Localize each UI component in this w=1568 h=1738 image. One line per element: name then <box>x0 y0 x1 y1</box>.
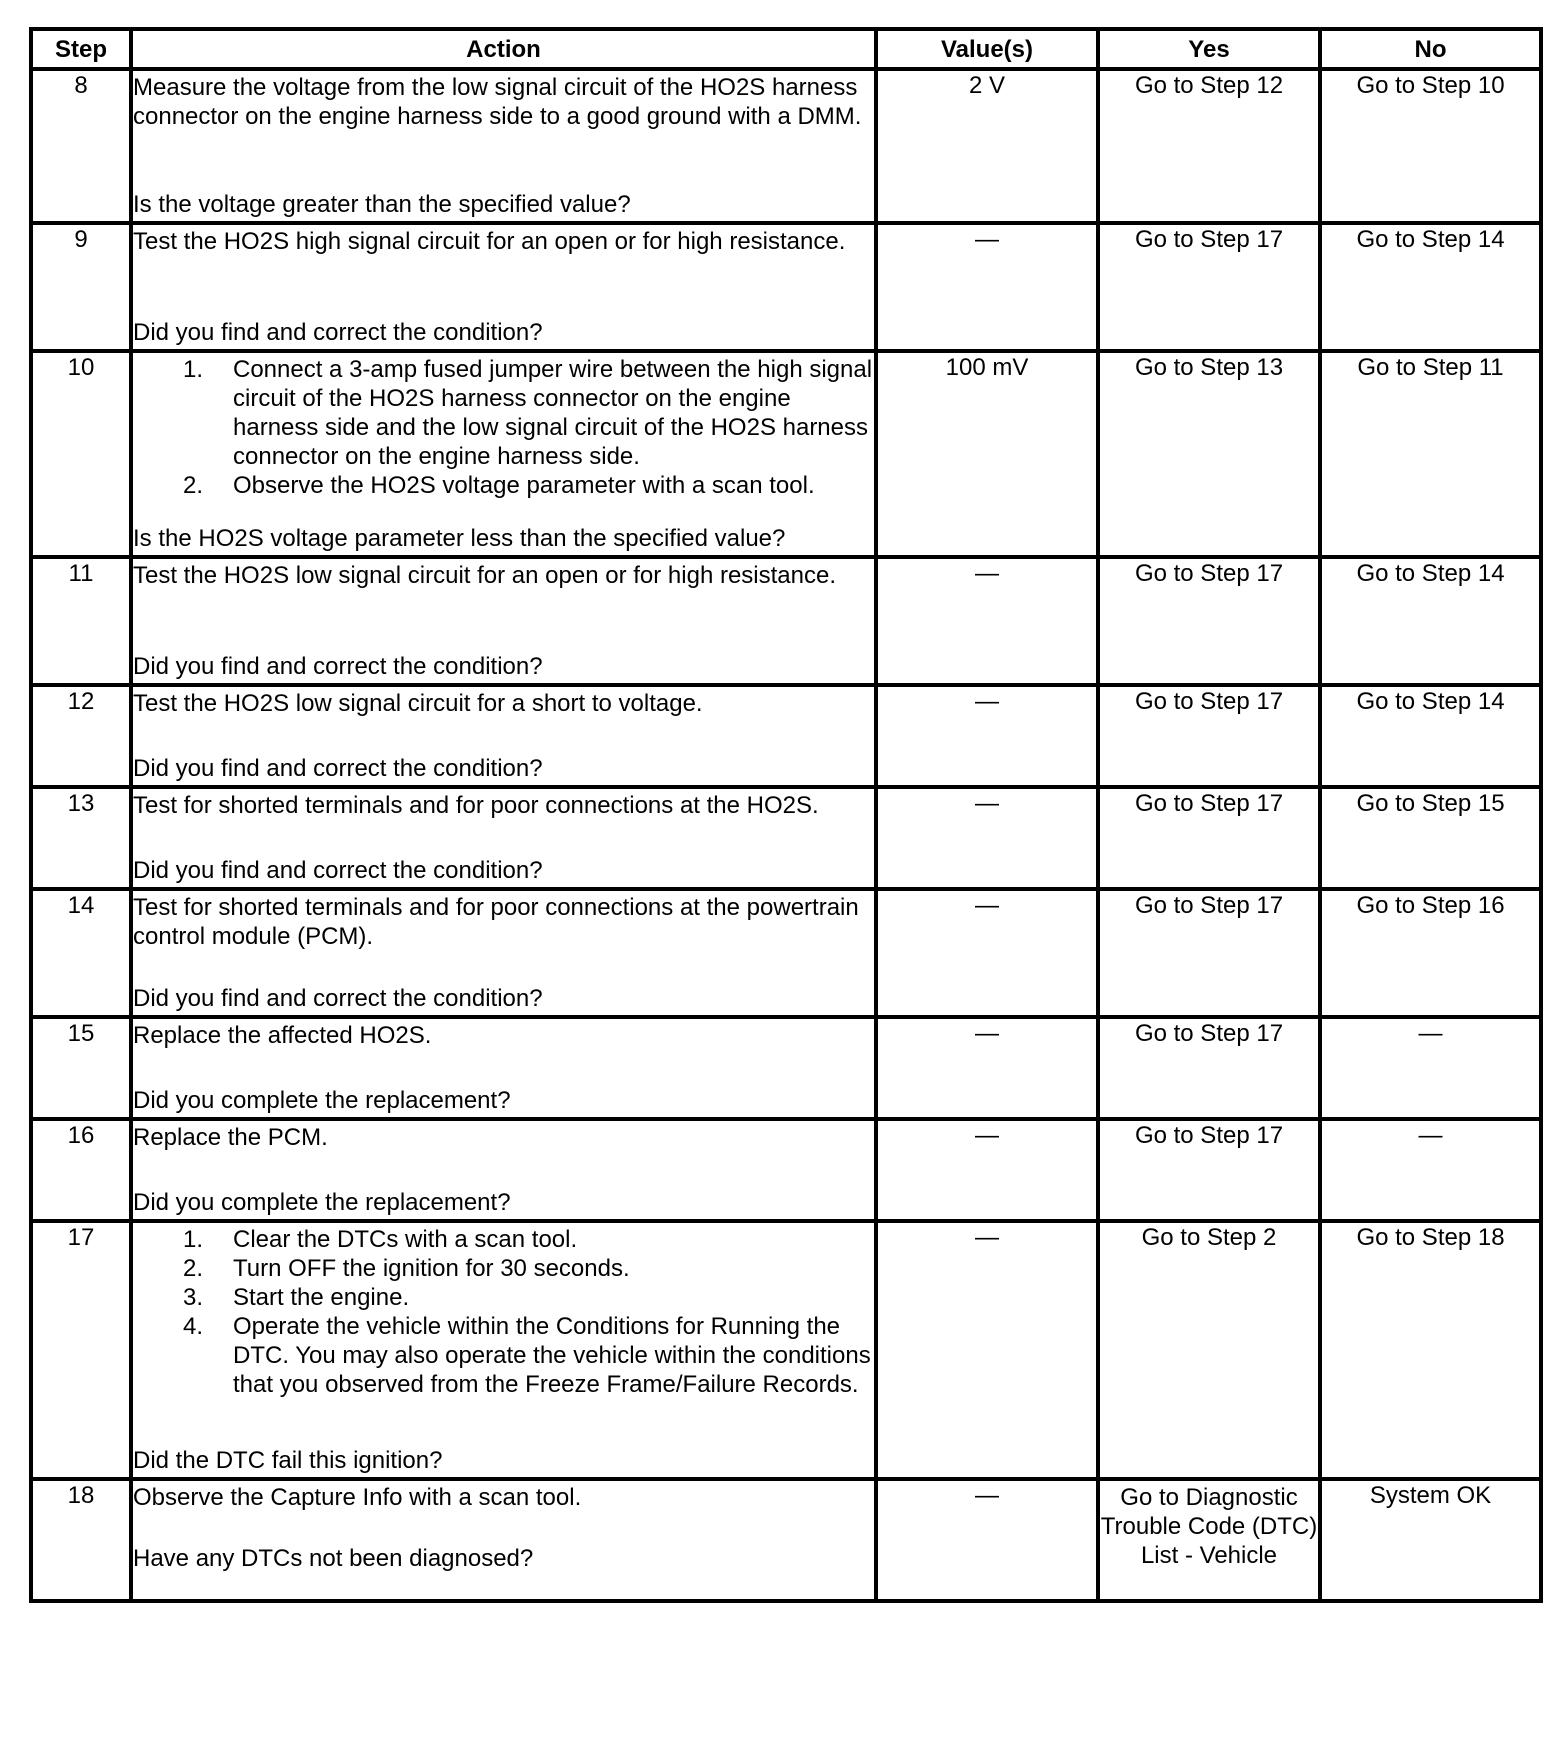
action-question: Did the DTC fail this ignition? <box>133 1447 443 1474</box>
action-text: Replace the PCM. <box>133 1124 328 1151</box>
step-number: 9 <box>31 223 131 351</box>
yes-cell: Go to Step 17 <box>1098 889 1320 1017</box>
value-cell: — <box>876 1221 1098 1479</box>
table-row <box>31 889 1541 1017</box>
no-cell: Go to Step 16 <box>1320 889 1541 1017</box>
table-row <box>31 685 1541 787</box>
action-question: Did you find and correct the condition? <box>133 985 543 1012</box>
header-no: No <box>1320 29 1541 69</box>
action-cell <box>131 69 876 223</box>
yes-cell: Go to Step 13 <box>1098 351 1320 557</box>
yes-cell: Go to Step 17 <box>1098 787 1320 889</box>
diagnostic-table <box>29 27 1543 1603</box>
action-cell <box>131 1479 876 1601</box>
value-cell: — <box>876 1017 1098 1119</box>
step-number: 16 <box>31 1119 131 1221</box>
table-row <box>31 1017 1541 1119</box>
action-cell <box>131 557 876 685</box>
header-yes: Yes <box>1098 29 1320 69</box>
action-cell <box>131 787 876 889</box>
action-question: Did you find and correct the condition? <box>133 319 543 346</box>
yes-cell: Go to Step 17 <box>1098 685 1320 787</box>
step-number: 11 <box>31 557 131 685</box>
action-steps-list <box>133 1225 874 1399</box>
action-question: Did you find and correct the condition? <box>133 653 543 680</box>
no-cell: Go to Step 14 <box>1320 223 1541 351</box>
list-item: 2. Observe the HO2S voltage parameter with a scan tool. <box>183 472 815 499</box>
action-question: Is the voltage greater than the specified value? <box>133 191 631 218</box>
action-cell <box>131 1119 876 1221</box>
action-text: Test the HO2S low signal circuit for a short to voltage. <box>133 690 703 717</box>
action-text: Replace the affected HO2S. <box>133 1022 432 1049</box>
action-cell <box>131 223 876 351</box>
step-number: 13 <box>31 787 131 889</box>
action-text: Test for shorted terminals and for poor connections at the powertrain control module (PCM). <box>133 894 859 950</box>
step-number: 17 <box>31 1221 131 1479</box>
action-question: Have any DTCs not been diagnosed? <box>133 1545 534 1572</box>
no-cell: Go to Step 15 <box>1320 787 1541 889</box>
no-cell: Go to Step 11 <box>1320 351 1541 557</box>
step-number: 12 <box>31 685 131 787</box>
yes-cell: Go to Step 17 <box>1098 1119 1320 1221</box>
yes-cell: Go to Step 17 <box>1098 557 1320 685</box>
value-cell: — <box>876 557 1098 685</box>
header-values: Value(s) <box>876 29 1098 69</box>
value-cell: — <box>876 685 1098 787</box>
action-cell <box>131 889 876 1017</box>
header-action: Action <box>131 29 876 69</box>
value-cell: — <box>876 889 1098 1017</box>
yes-link-text: Go to Diagnostic Trouble Code (DTC) List - Vehicle <box>1100 1484 1318 1569</box>
no-cell: Go to Step 10 <box>1320 69 1541 223</box>
no-cell: Go to Step 18 <box>1320 1221 1541 1479</box>
list-item: 2. Turn OFF the ignition for 30 seconds. <box>183 1255 630 1282</box>
action-question: Is the HO2S voltage parameter less than the specified value? <box>133 525 786 552</box>
table-row <box>31 1221 1541 1479</box>
header-row <box>31 29 1541 69</box>
action-text: Measure the voltage from the low signal circuit of the HO2S harness connector on the engine harness side to a good ground with a DMM. <box>133 74 862 130</box>
table-row <box>31 787 1541 889</box>
value-cell: — <box>876 787 1098 889</box>
action-text: Test for shorted terminals and for poor connections at the HO2S. <box>133 792 819 819</box>
action-text: Test the HO2S low signal circuit for an open or for high resistance. <box>133 562 837 589</box>
yes-cell: Go to Step 2 <box>1098 1221 1320 1479</box>
table-row <box>31 351 1541 557</box>
step-number: 8 <box>31 69 131 223</box>
value-cell: 100 mV <box>876 351 1098 557</box>
list-item: 1. Connect a 3-amp fused jumper wire between the high signal circuit of the HO2S harness connector on the engine harness side and the low signal circuit of the HO2S harness connector on the engine harness side. <box>183 356 873 470</box>
value-cell: — <box>876 1119 1098 1221</box>
yes-cell <box>1098 1479 1320 1601</box>
action-cell <box>131 685 876 787</box>
table-row <box>31 1119 1541 1221</box>
step-number: 14 <box>31 889 131 1017</box>
step-number: 10 <box>31 351 131 557</box>
table-row <box>31 69 1541 223</box>
table-row <box>31 557 1541 685</box>
action-question: Did you complete the replacement? <box>133 1087 511 1114</box>
list-item: 1. Clear the DTCs with a scan tool. <box>183 1226 578 1253</box>
list-item: 4. Operate the vehicle within the Conditions for Running the DTC. You may also operate the vehicle within the conditions that you observed from the Freeze Frame/Failure Records. <box>183 1313 871 1398</box>
no-cell: System OK <box>1320 1479 1541 1601</box>
yes-cell: Go to Step 17 <box>1098 1017 1320 1119</box>
no-cell: — <box>1320 1017 1541 1119</box>
value-cell: — <box>876 223 1098 351</box>
value-cell: 2 V <box>876 69 1098 223</box>
action-text: Observe the Capture Info with a scan tool. <box>133 1484 582 1511</box>
table-row <box>31 1479 1541 1601</box>
no-cell: — <box>1320 1119 1541 1221</box>
action-question: Did you find and correct the condition? <box>133 857 543 884</box>
action-cell <box>131 1221 876 1479</box>
action-question: Did you complete the replacement? <box>133 1189 511 1216</box>
table-row <box>31 223 1541 351</box>
action-question: Did you find and correct the condition? <box>133 755 543 782</box>
yes-cell: Go to Step 12 <box>1098 69 1320 223</box>
no-cell: Go to Step 14 <box>1320 685 1541 787</box>
action-cell <box>131 351 876 557</box>
step-number: 18 <box>31 1479 131 1601</box>
step-number: 15 <box>31 1017 131 1119</box>
action-cell <box>131 1017 876 1119</box>
value-cell: — <box>876 1479 1098 1601</box>
list-item: 3. Start the engine. <box>183 1284 410 1311</box>
header-step: Step <box>31 29 131 69</box>
no-cell: Go to Step 14 <box>1320 557 1541 685</box>
yes-cell: Go to Step 17 <box>1098 223 1320 351</box>
action-steps-list <box>133 355 874 500</box>
action-text: Test the HO2S high signal circuit for an open or for high resistance. <box>133 228 846 255</box>
